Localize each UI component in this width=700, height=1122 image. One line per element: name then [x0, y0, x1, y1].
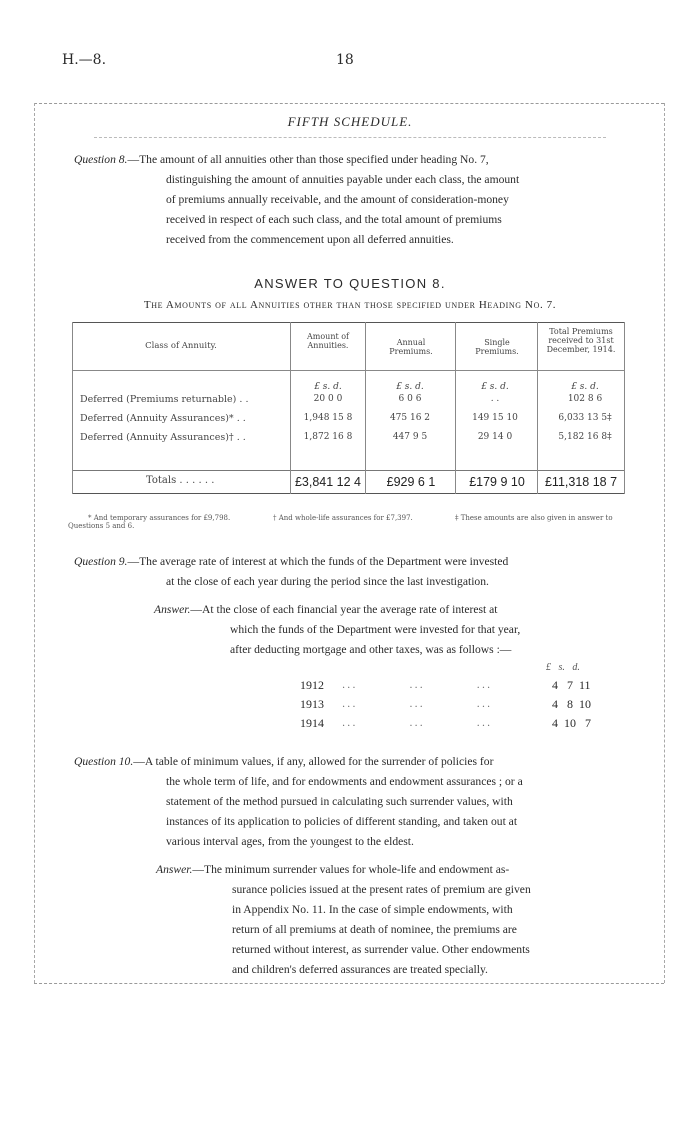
question-8-line-4: received in respect of each such class, and the total amount of premiums: [166, 213, 502, 226]
footnote-dagger: † And whole-life assurances for £7,397.: [273, 514, 413, 522]
question-9-label: Question 9.: [74, 555, 128, 568]
col-divider-2: [365, 322, 366, 494]
question-8-label: Question 8.: [74, 153, 128, 166]
question-8: [74, 150, 634, 170]
row-class: Deferred (Premiums returnable) . .: [80, 394, 249, 405]
question-10-line-4: instances of its application to policies of different standing, and taken out at: [166, 815, 518, 828]
footnote-double-dagger: ‡ These amounts are also given in answer to: [455, 514, 613, 522]
question-10: [74, 752, 493, 772]
question-10-line-1: —A table of minimum values, if any, allowed for the surrender of policies for: [133, 755, 494, 768]
question-8-line-1: —The amount of all annuities other than those specified under heading No. 7,: [127, 153, 489, 166]
unit-annual: £ s. d.: [396, 382, 424, 392]
unit-single: £ s. d.: [481, 382, 509, 392]
answer-9-label: Answer.: [154, 603, 191, 616]
top-border: [34, 103, 664, 104]
question-10-line-3: statement of the method pursued in calculating such surrender values, with: [166, 795, 513, 808]
totals-label: Totals . . . . . .: [146, 475, 215, 486]
row-single: . .: [490, 394, 500, 404]
footnote-star: * And temporary assurances for £9,798.: [88, 514, 231, 522]
col-divider-4: [537, 322, 538, 494]
left-border: [34, 103, 35, 983]
page-number: 18: [336, 52, 354, 68]
question-10-line-2: the whole term of life, and for endowments and endowment assurances ; or a: [166, 775, 523, 788]
rate-value: 4 7 11: [552, 678, 591, 692]
rate-year: 1912: [300, 678, 324, 692]
answer-9-line-2: which the funds of the Department were invested for that year,: [230, 623, 521, 636]
unit-total: £ s. d.: [571, 382, 599, 392]
table-top-rule: [72, 322, 625, 323]
answer-9-line-3: after deducting mortgage and other taxes, was as follows :—: [230, 643, 512, 656]
rate-leader: ... ... ...: [342, 699, 493, 710]
table-right-edge: [624, 322, 625, 494]
bottom-border: [34, 983, 664, 984]
question-8-line-2: distinguishing the amount of annuities payable under each class, the amount: [166, 173, 520, 186]
row-amount: 1,872 16 8: [303, 432, 353, 442]
row-amount: 20 0 0: [313, 394, 343, 404]
row-single: 149 15 10: [472, 413, 518, 423]
totals-total: £11,318 18 7: [544, 475, 618, 489]
row-annual: 447 9 5: [392, 432, 428, 442]
answer-subheading: The Amounts of all Annuities other than those specified under Heading No. 7.: [143, 299, 557, 311]
rate-value: 4 10 7: [552, 716, 591, 730]
table-bottom-rule: [72, 493, 625, 494]
row-total: 102 8 6: [567, 394, 603, 404]
row-annual: 475 16 2: [389, 413, 431, 423]
table-totals-rule: [72, 470, 625, 471]
question-9: [74, 552, 508, 572]
document-reference: H.—8.: [62, 52, 107, 68]
answer-10-line-6: and children's deferred assurances are treated specially.: [232, 963, 488, 976]
answer-heading: ANSWER TO QUESTION 8.: [254, 276, 446, 291]
rate-leader: ... ... ...: [342, 718, 493, 729]
answer-10-line-5: returned without interest, as surrender value. Other endowments: [232, 943, 530, 956]
table-header-rule: [72, 370, 625, 371]
row-class: Deferred (Annuity Assurances)* . .: [80, 413, 246, 424]
rate-year: 1913: [300, 697, 324, 711]
totals-amount: £3,841 12 4: [294, 475, 362, 489]
header-single: Single Premiums.: [475, 338, 519, 356]
row-total: 5,182 16 8‡: [558, 432, 612, 442]
rate-year: 1914: [300, 716, 324, 730]
title-underline: [94, 137, 606, 138]
answer-9: [154, 600, 497, 620]
question-10-line-5: various interval ages, from the youngest to the eldest.: [166, 835, 414, 848]
question-8-line-3: of premiums annually receivable, and the amount of consideration-money: [166, 193, 509, 206]
rate-value: 4 8 10: [552, 697, 591, 711]
rate-leader: ... ... ...: [342, 680, 493, 691]
answer-9-line-1: —At the close of each financial year the average rate of interest at: [190, 603, 498, 616]
footnote-star-continued: Questions 5 and 6.: [68, 522, 135, 530]
row-single: 29 14 0: [477, 432, 513, 442]
totals-single: £179 9 10: [469, 475, 525, 489]
question-10-label: Question 10.: [74, 755, 134, 768]
totals-annual: £929 6 1: [386, 475, 436, 489]
question-9-line-1: —The average rate of interest at which the funds of the Department were invested: [127, 555, 509, 568]
col-divider-1: [290, 322, 291, 494]
row-total: 6,033 13 5‡: [558, 413, 612, 423]
question-9-line-2: at the close of each year during the period since the last investigation.: [166, 575, 489, 588]
schedule-title: FIFTH SCHEDULE.: [287, 114, 413, 129]
answer-10-line-2: surance policies issued at the present rates of premium are given: [232, 883, 531, 896]
answer-10-line-1: —The minimum surrender values for whole-life and endowment as-: [192, 863, 510, 876]
answer-10-label: Answer.: [156, 863, 193, 876]
header-total: Total Premiums received to 31st December, 1914.: [546, 327, 616, 354]
header-amount: Amount of Annuities.: [306, 332, 350, 350]
header-class: Class of Annuity.: [145, 341, 217, 351]
row-annual: 6 0 6: [398, 394, 422, 404]
question-8-line-5: received from the commencement upon all deferred annuities.: [166, 233, 454, 246]
row-class: Deferred (Annuity Assurances)† . .: [80, 432, 246, 443]
right-border: [664, 103, 665, 983]
col-divider-3: [455, 322, 456, 494]
unit-amount: £ s. d.: [314, 382, 342, 392]
header-annual: Annual Premiums.: [389, 338, 433, 356]
rate-units: £ s. d.: [546, 662, 580, 673]
row-amount: 1,948 15 8: [303, 413, 353, 423]
answer-10-line-3: in Appendix No. 11. In the case of simple endowments, with: [232, 903, 513, 916]
answer-10: [156, 860, 509, 880]
answer-10-line-4: return of all premiums at death of nominee, the premiums are: [232, 923, 517, 936]
